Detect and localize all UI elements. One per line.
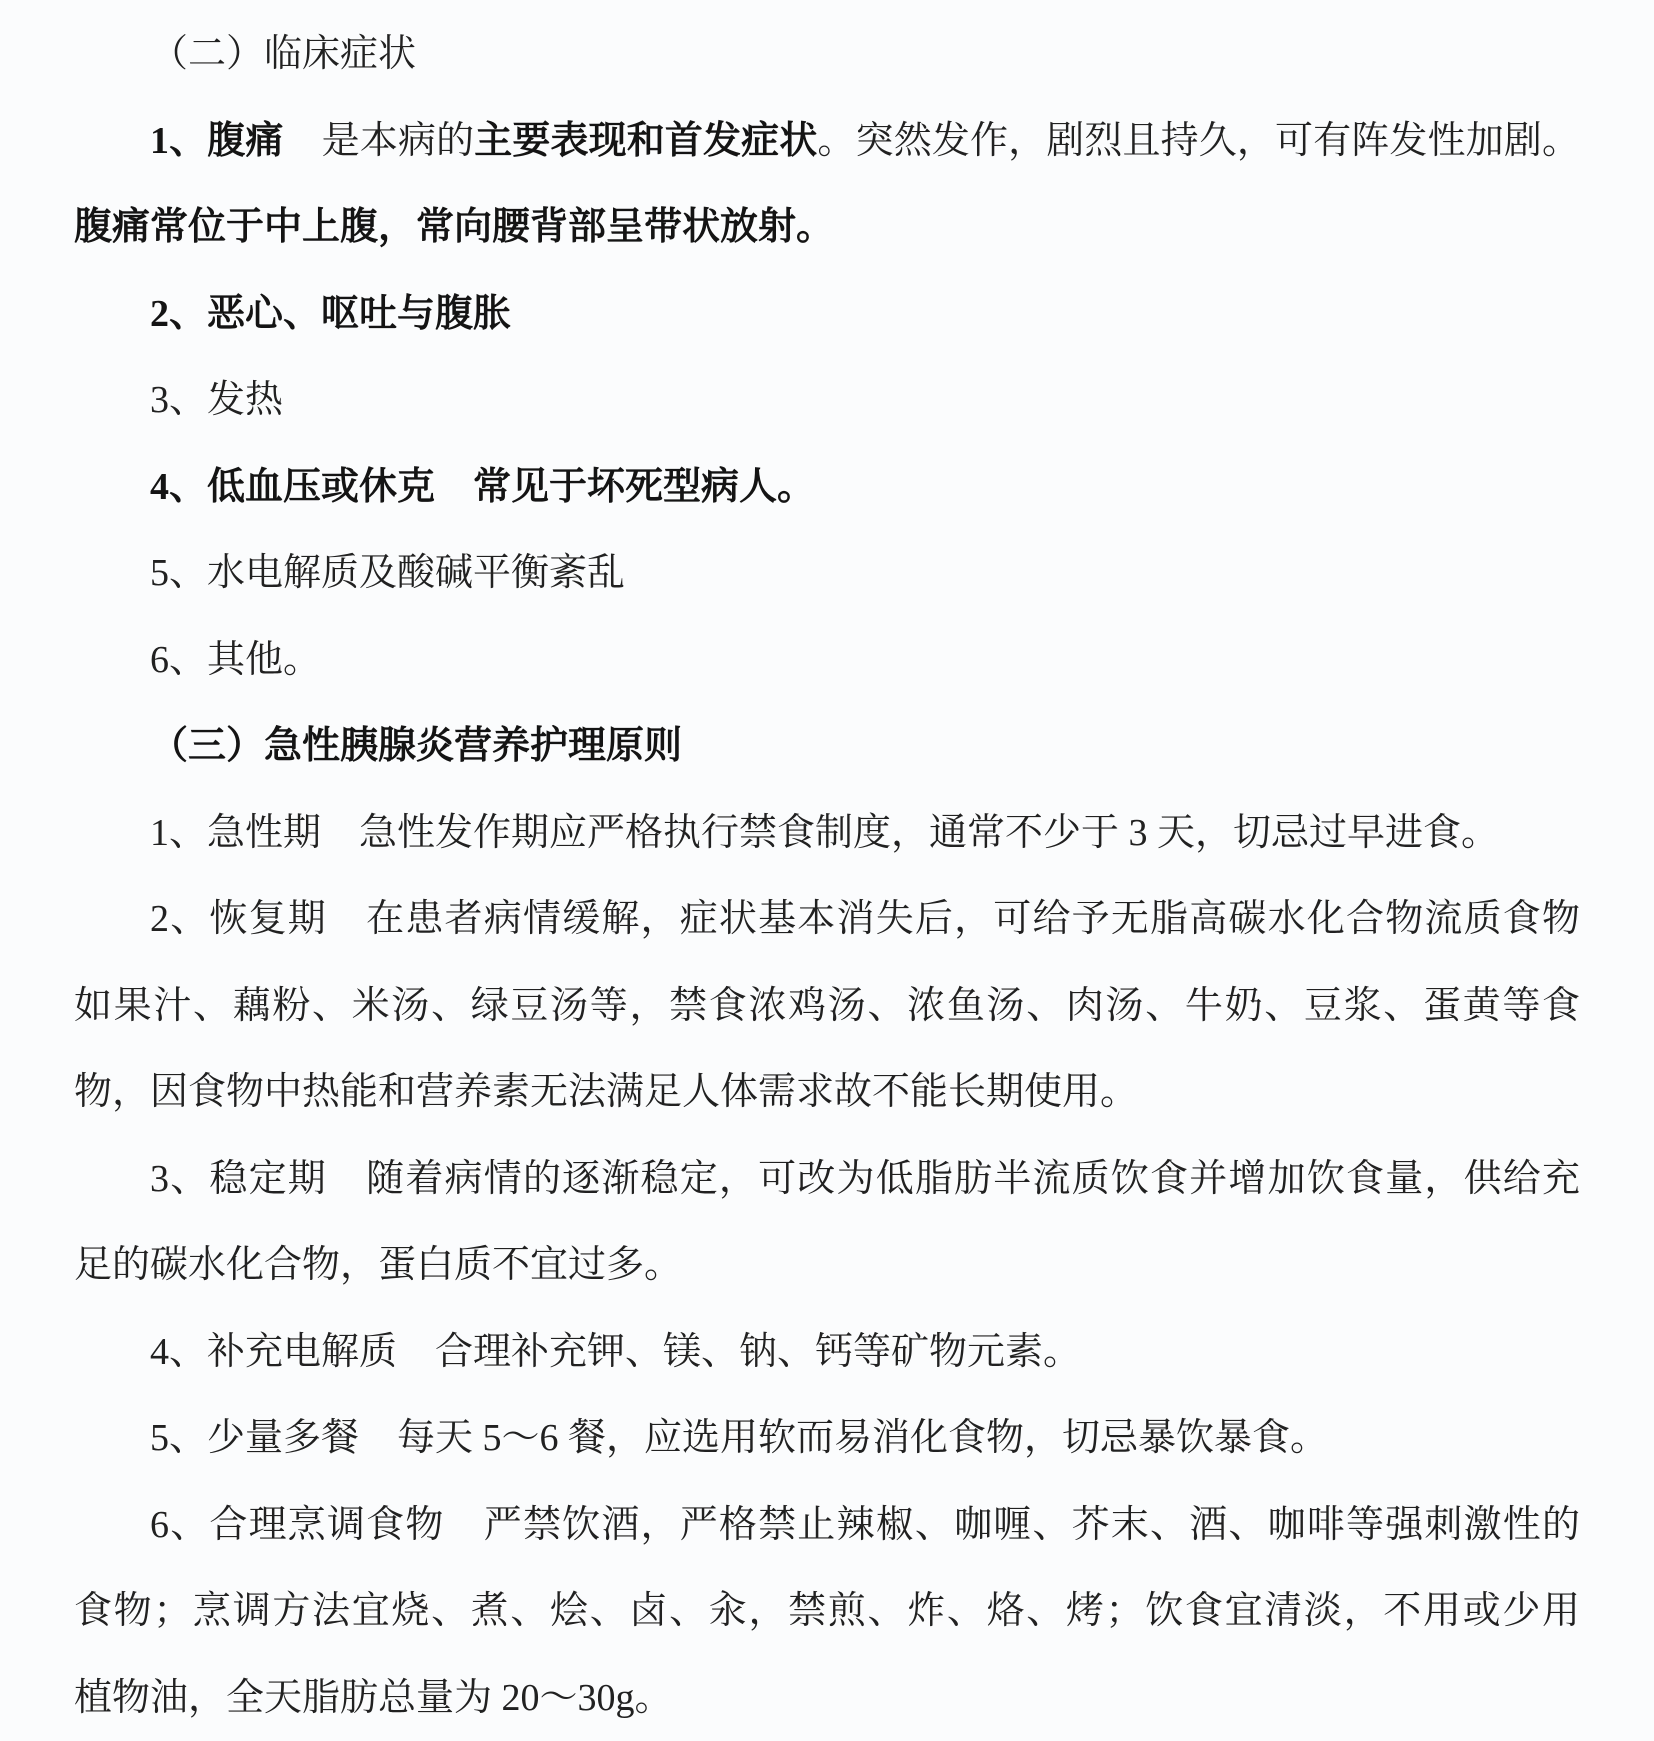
bold-text-segment: 2、恶心、呕吐与腹胀 [150, 293, 511, 335]
text-segment: 食物；烹调方法宜烧、煮、烩、卤、汆，禁煎、炸、烙、烤；饮食宜清淡，不用或少用 [74, 1590, 1580, 1632]
section-heading-3-nutrition-care-principles [74, 703, 1580, 790]
bold-text-segment: 4、低血压或休克 常见于坏死型病人。 [150, 466, 815, 508]
item-2-nausea-vomiting-distension [74, 271, 1580, 358]
text-segment: 3、稳定期 随着病情的逐渐稳定，可改为低脂肪半流质饮食并增加饮食量，供给充 [150, 1158, 1580, 1200]
text-segment: 。突然发作，剧烈且持久，可有阵发性加剧。 [817, 120, 1580, 162]
bold-text-segment: （三）急性胰腺炎营养护理原则 [150, 725, 682, 767]
principle-6-cooking-line-1 [74, 1482, 1580, 1569]
item-1-abdominal-pain-line-1 [74, 98, 1580, 185]
principle-1-acute-phase [74, 790, 1580, 877]
item-4-hypotension-shock [74, 444, 1580, 531]
item-3-fever [74, 357, 1580, 444]
text-segment: 4、补充电解质 合理补充钾、镁、钠、钙等矿物元素。 [150, 1331, 1081, 1373]
bold-text-segment: 主要表现和首发症状 [474, 120, 817, 162]
principle-2-recovery-phase-line-3 [74, 1049, 1580, 1136]
item-5-electrolyte-acid-base-imbalance [74, 530, 1580, 617]
bold-text-segment: 腹痛常位于中上腹，常向腰背部呈带状放射。 [74, 206, 834, 248]
text-segment: 是本病的 [284, 120, 475, 162]
text-segment: 2、恢复期 在患者病情缓解，症状基本消失后，可给予无脂高碳水化合物流质食物 [150, 898, 1580, 940]
text-segment: 5、水电解质及酸碱平衡紊乱 [150, 552, 625, 594]
item-1-abdominal-pain-line-2 [74, 184, 1580, 271]
text-segment: 物，因食物中热能和营养素无法满足人体需求故不能长期使用。 [74, 1071, 1138, 1113]
section-heading-2-clinical-symptoms [74, 11, 1580, 98]
principle-4-electrolyte-supplement [74, 1309, 1580, 1396]
principle-6-cooking-line-3 [74, 1655, 1580, 1741]
text-segment: 植物油，全天脂肪总量为 20～30g。 [74, 1677, 673, 1719]
bold-text-segment: 1、腹痛 [150, 120, 284, 162]
principle-3-stable-phase-line-1 [74, 1136, 1580, 1223]
principle-6-cooking-line-2 [74, 1568, 1580, 1655]
item-6-other [74, 617, 1580, 704]
text-segment: 如果汁、藕粉、米汤、绿豆汤等，禁食浓鸡汤、浓鱼汤、肉汤、牛奶、豆浆、蛋黄等食 [74, 985, 1580, 1027]
text-segment: 3、发热 [150, 379, 283, 421]
text-segment: （二）临床症状 [150, 33, 416, 75]
text-segment: 5、少量多餐 每天 5～6 餐，应选用软而易消化食物，切忌暴饮暴食。 [150, 1417, 1328, 1459]
principle-2-recovery-phase-line-1 [74, 876, 1580, 963]
text-segment: 6、其他。 [150, 639, 321, 681]
document-body [74, 11, 1580, 1741]
text-segment: 足的碳水化合物，蛋白质不宜过多。 [74, 1244, 682, 1286]
text-segment: 1、急性期 急性发作期应严格执行禁食制度，通常不少于 3 天，切忌过早进食。 [150, 812, 1499, 854]
principle-3-stable-phase-line-2 [74, 1222, 1580, 1309]
principle-2-recovery-phase-line-2 [74, 963, 1580, 1050]
text-segment: 6、合理烹调食物 严禁饮酒，严格禁止辣椒、咖喱、芥末、酒、咖啡等强刺激性的 [150, 1504, 1580, 1546]
principle-5-small-frequent-meals [74, 1395, 1580, 1482]
